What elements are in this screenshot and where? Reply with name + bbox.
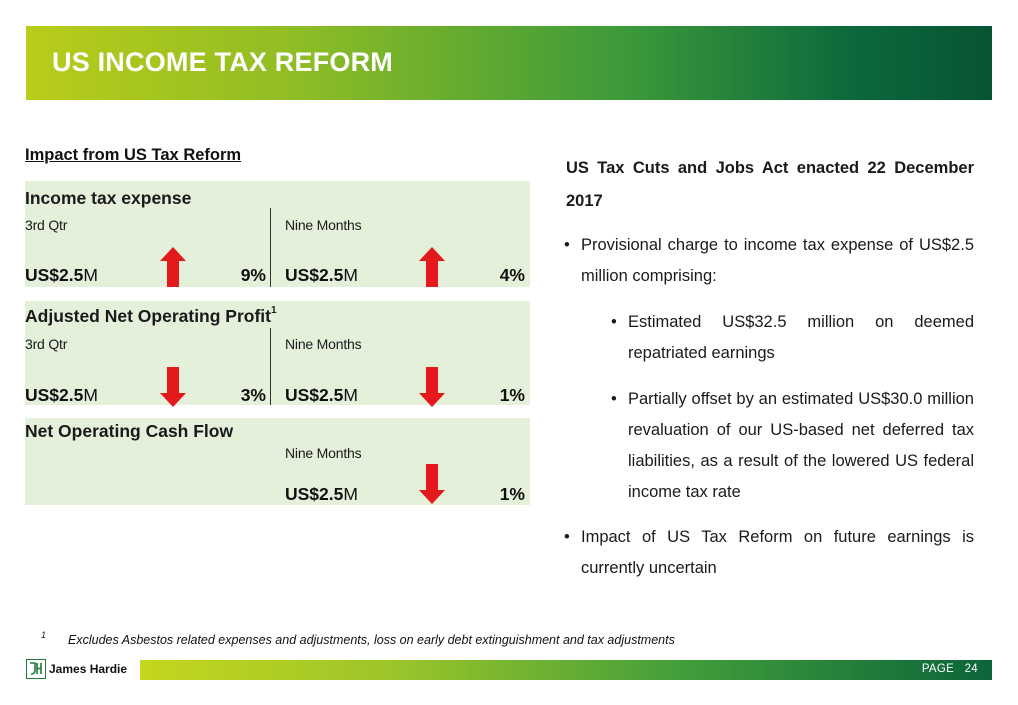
income-tax-title: Income tax expense	[25, 188, 192, 208]
title-banner	[26, 26, 992, 100]
nine-months-percent: 1%	[499, 385, 525, 405]
nine-months-label: Nine Months	[285, 336, 362, 352]
q3-label: 3rd Qtr	[25, 217, 68, 233]
adj-profit-title: Adjusted Net Operating Profit$^1$	[25, 305, 277, 326]
nine-months-label: Nine Months	[285, 445, 362, 461]
logo-text: James Hardie	[49, 662, 128, 676]
impact-heading: Impact from US Tax Reform	[25, 146, 242, 164]
cash-flow-panel	[25, 418, 530, 505]
logo-mark-icon	[26, 659, 46, 679]
footer-bar	[140, 660, 992, 680]
arrow-up-icon	[160, 247, 186, 287]
q3-percent: 3%	[240, 385, 266, 405]
bullet-dot: •	[611, 313, 617, 331]
q3-label: 3rd Qtr	[25, 336, 68, 352]
panel-divider	[270, 328, 271, 405]
bullet-dot: •	[564, 236, 570, 254]
page-title: US INCOME TAX REFORM	[52, 47, 393, 77]
bullet-dot: •	[564, 528, 570, 546]
act-title: US Tax Cuts and Jobs Act enacted 22 December 2017	[566, 159, 974, 210]
nine-months-percent: 1%	[499, 484, 525, 504]
panel-divider	[270, 208, 271, 287]
nine-months-label: Nine Months	[285, 217, 362, 233]
nine-months-percent: 4%	[499, 265, 525, 285]
arrow-down-icon	[419, 367, 445, 407]
arrow-down-icon	[160, 367, 186, 407]
bullet-provisional-charge: • Provisional charge to income tax expense of US$2.5 million comprising:	[581, 230, 974, 292]
sub-bullet-offset: • Partially offset by an estimated US$30.0 million revaluation of our US-based net deferred tax liabilities, as a result of the lowered US federal income tax rate	[628, 384, 974, 508]
nine-months-amount: US$2.5M	[285, 265, 358, 285]
sub-bullet-estimated: • Estimated US$32.5 million on deemed repatriated earnings	[628, 307, 974, 369]
nine-months-amount: US$2.5M	[285, 385, 358, 405]
income-tax-panel	[25, 181, 530, 287]
adj-profit-panel	[25, 301, 530, 405]
q3-percent: 9%	[240, 265, 266, 285]
logo-glyph-icon	[27, 660, 44, 677]
bullet-dot: •	[611, 390, 617, 408]
arrow-up-icon	[419, 247, 445, 287]
q3-amount: US$2.5M	[25, 265, 98, 285]
page-number: PAGE 24	[921, 663, 978, 675]
footnote-ref: 1	[270, 305, 277, 317]
cash-flow-title: Net Operating Cash Flow	[25, 421, 234, 441]
james-hardie-logo	[26, 659, 136, 681]
footnote-text: Excludes Asbestos related expenses and adjustments, loss on early debt extinguishment and tax adjustments	[68, 633, 675, 647]
q3-amount: US$2.5M	[25, 385, 98, 405]
footnote-mark: 1	[41, 630, 47, 640]
bullet-future-impact: • Impact of US Tax Reform on future earnings is currently uncertain	[581, 522, 974, 584]
arrow-down-icon	[419, 464, 445, 504]
nine-months-amount: US$2.5M	[285, 484, 358, 504]
